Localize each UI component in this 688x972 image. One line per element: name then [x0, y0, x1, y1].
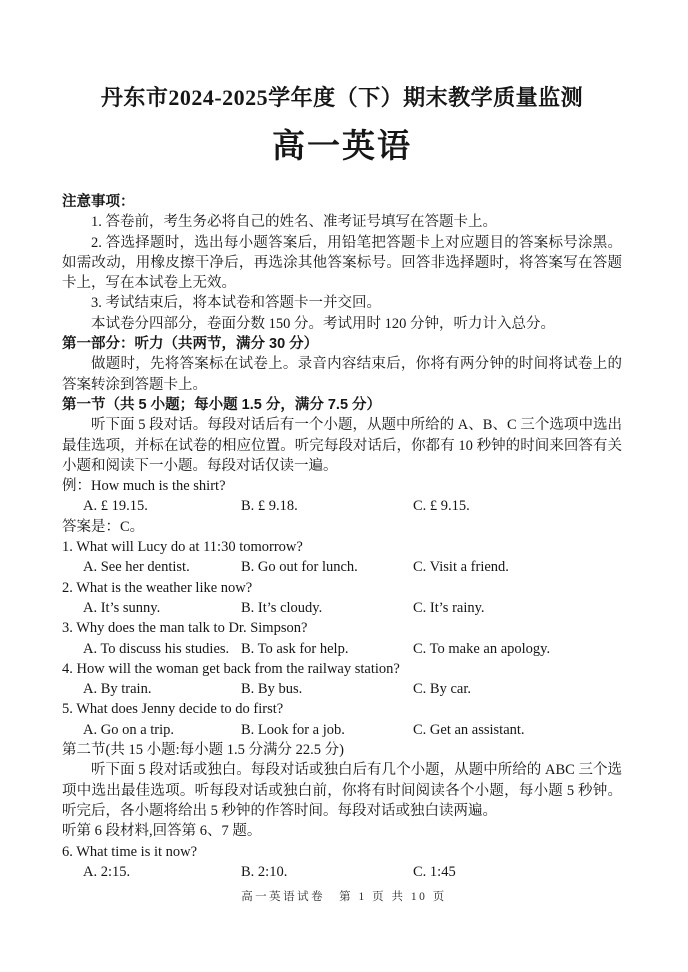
question-2-options-row	[83, 598, 622, 618]
exam-subject-title: 高一英语	[272, 127, 412, 164]
question-6-options-row	[83, 862, 622, 882]
notice-item-1: 1. 答卷前，考生务必将自己的姓名、准考证号填写在答题卡上。	[91, 214, 497, 231]
question-5-text: 5. What does Jenny decide to do first?	[62, 701, 284, 718]
paper-structure-summary: 本试卷分四部分，卷面分数 150 分。考试用时 120 分钟，听力计入总分。	[91, 315, 555, 332]
question-6-option-a: A. 2:15.	[83, 863, 131, 880]
part1-instruction: 做题时，先将答案标在试卷上。录音内容结束后，你将有两分钟的时间将试卷上的答案转涂到答题卡上。	[62, 356, 622, 393]
question-4-option-c: C. By car.	[413, 681, 471, 698]
question-4-option-a: A. By train.	[83, 681, 152, 698]
example-option-b: B. £ 9.18.	[241, 498, 298, 515]
question-2-option-a: A. It’s sunny.	[83, 599, 161, 616]
question-5-options-row	[83, 720, 622, 740]
example-answer: 答案是：C。	[62, 518, 145, 535]
notice-item-3: 3. 考试结束后，将本试卷和答题卡一并交回。	[91, 295, 381, 312]
section2-material-note: 听第 6 段材料,回答第 6、7 题。	[62, 823, 262, 840]
question-6-text: 6. What time is it now?	[62, 843, 198, 860]
question-3-options-row	[83, 639, 622, 659]
notice-item-2: 2. 答选择题时，选出每小题答案后，用铅笔把答题卡上对应题目的答案标号涂黑。如需改动，用橡皮擦干净后，再选涂其他答案标号。回答非选择题时，将答案写在答题卡上，写在本试卷上无效。	[62, 234, 622, 292]
question-2-option-b: B. It’s cloudy.	[241, 599, 323, 616]
question-3-option-a: A. To discuss his studies.	[83, 640, 230, 657]
question-6-option-b: B. 2:10.	[241, 863, 288, 880]
part1-heading: 第一部分：听力（共两节，满分 30 分）	[62, 336, 319, 353]
section2-instruction: 听下面 5 段对话或独白。每段对话或独白后有几个小题，从题中所给的 ABC 三个选项中选出最佳选项。听每段对话或独白前，你将有时间阅读各个小题，每小题 5 秒钟。听完后，各小题将给出 5 秒钟的作答时间。每段对话或独白读两遍。	[62, 762, 622, 819]
question-6-option-c: C. 1:45	[413, 863, 456, 880]
notice-heading: 注意事项：	[62, 194, 135, 210]
question-2-option-c: C. It’s rainy.	[413, 599, 485, 616]
question-1-option-c: C. Visit a friend.	[413, 559, 509, 576]
question-3-option-b: B. To ask for help.	[241, 640, 349, 657]
question-4-options-row	[83, 679, 622, 699]
example-question: 例：How much is the shirt?	[62, 478, 226, 495]
question-3-option-c: C. To make an apology.	[413, 640, 551, 657]
example-option-c: C. £ 9.15.	[413, 498, 470, 515]
question-1-options-row	[83, 557, 622, 577]
question-1-option-a: A. See her dentist.	[83, 559, 190, 576]
question-3-text: 3. Why does the man talk to Dr. Simpson?	[62, 620, 308, 637]
question-4-option-b: B. By bus.	[241, 681, 303, 698]
example-options-row	[83, 496, 622, 516]
question-1-text: 1. What will Lucy do at 11:30 tomorrow?	[62, 539, 303, 556]
exam-body	[62, 192, 622, 882]
question-1-option-b: B. Go out for lunch.	[241, 559, 358, 576]
section1-instruction: 听下面 5 段对话。每段对话后有一个小题，从题中所给的 A、B、C 三个选项中选出最佳选项，并标在试卷的相应位置。听完每段对话后，你都有 10 秒钟的时间来回答有关小题和阅读下一小题。每段对话仅读一遍。	[62, 417, 622, 474]
example-option-a: A. £ 19.15.	[83, 498, 148, 515]
question-5-option-b: B. Look for a job.	[241, 721, 345, 738]
question-5-option-a: A. Go on a trip.	[83, 721, 175, 738]
question-5-option-c: C. Get an assistant.	[413, 721, 525, 738]
exam-title: 丹东市2024-2025学年度（下）期末教学质量监测	[100, 85, 584, 110]
section2-heading: 第二节(共 15 小题:每小题 1.5 分满分 22.5 分)	[62, 742, 344, 759]
question-4-text: 4. How will the woman get back from the railway station?	[62, 660, 400, 677]
section1-heading: 第一节（共 5 小题；每小题 1.5 分，满分 7.5 分）	[62, 396, 382, 413]
page-content	[62, 0, 622, 882]
page-footer: 高一英语试卷 第 1 页 共 10 页	[241, 891, 447, 903]
question-2-text: 2. What is the weather like now?	[62, 579, 253, 596]
